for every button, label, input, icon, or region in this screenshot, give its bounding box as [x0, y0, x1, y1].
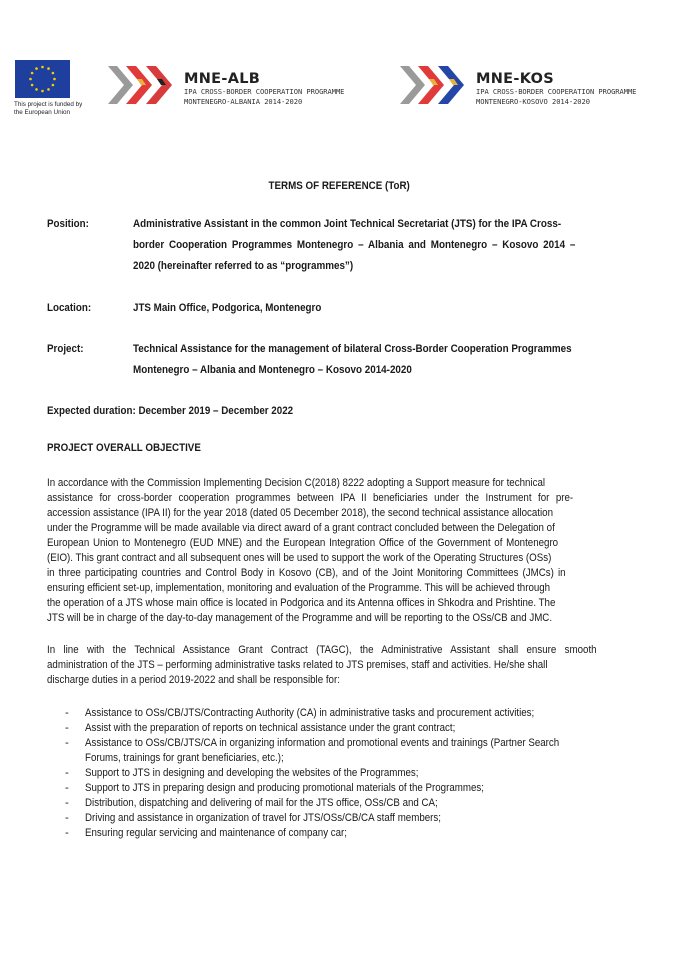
task-text: Forums, trainings for grant beneficiaries, etc.); [85, 752, 284, 764]
task-item [65, 826, 679, 841]
position-line: Administrative Assistant in the common Joint Technical Secretariat (JTS) for the IPA Cross- [133, 218, 562, 230]
task-text: Assistance to OSs/CB/JTS/Contracting Authority (CA) in administrative tasks and procurement activities; [85, 707, 535, 719]
task-item [65, 811, 679, 826]
paragraph-line: JTS will be in charge of the day-to-day management of the Programme and will be reporting to the OSs/CB and JMC. [47, 612, 553, 624]
mne-kos-subtitle2: MONTENEGRO-KOSOVO 2014-2020 [476, 97, 590, 106]
mne-kos-logo-text [476, 71, 636, 107]
tasks-list [65, 706, 679, 841]
paragraph-line: in three participating countries and Control Body in Kosovo (CB), and of the Joint Monitoring Committees (JMCs) in [47, 567, 566, 579]
paragraph-line: ensuring efficient set-up, implementation, monitoring and evaluation of the Programme. This will be achieved through [47, 582, 551, 594]
paragraph-line: administration of the JTS – performing administrative tasks related to JTS premises, staff and activities. He/she shall [47, 659, 548, 671]
task-text: Support to JTS in designing and developing the websites of the Programmes; [85, 767, 419, 779]
task-text: Distribution, dispatching and delivering of mail for the JTS office, OSs/CB and CA; [85, 797, 438, 809]
task-item [65, 736, 679, 766]
task-text: Assistance to OSs/CB/JTS/CA in organizing information and promotional events and trainings (Partner Search [85, 737, 560, 749]
mne-alb-subtitle2: MONTENEGRO-ALBANIA 2014-2020 [184, 97, 303, 106]
mne-kos-chevrons-icon [400, 62, 468, 108]
mne-alb-title: MNE-ALB [184, 71, 261, 87]
position-value [133, 214, 679, 277]
eu-caption-line1: This project is funded by [14, 101, 83, 108]
task-item [65, 796, 679, 811]
task-item [65, 706, 679, 721]
position-label: Position: [47, 218, 89, 230]
project-line: Technical Assistance for the management of bilateral Cross-Border Cooperation Programmes [133, 343, 572, 355]
task-text: Assist with the preparation of reports on technical assistance under the grant contract; [85, 722, 456, 734]
task-text: Driving and assistance in organization of travel for JTS/OSs/CB/CA staff members; [85, 812, 441, 824]
paragraph-line: assistance for cross-border cooperation programmes between IPA II beneficiaries under the Instrument for pre- [47, 492, 574, 504]
eu-funding-caption [14, 101, 94, 116]
project-value [133, 339, 679, 381]
paragraph-line: In accordance with the Commission Implementing Decision C(2018) 8222 adopting a Support measure for technical [47, 477, 546, 489]
paragraph-line: accession assistance (IPA II) for the year 2018 (dated 05 December 2018), the second technical assistance allocation [47, 507, 553, 519]
paragraph-line: under the Programme will be made available via direct award of a grant contract concluded between the Delegation of [47, 522, 555, 534]
document-title-text: TERMS OF REFERENCE (ToR) [268, 180, 411, 192]
paragraph-line: In line with the Technical Assistance Grant Contract (TAGC), the Administrative Assistant shall ensure smooth [47, 644, 597, 656]
document-title [0, 180, 679, 192]
bullet-dash: - [65, 782, 69, 794]
position-line: border Cooperation Programmes Montenegro – Albania and Montenegro – Kosovo 2014 – [133, 239, 576, 251]
bullet-dash: - [65, 707, 69, 719]
bullet-dash: - [65, 827, 69, 839]
mne-kos-subtitle1: IPA CROSS-BORDER COOPERATION PROGRAMME [476, 87, 637, 96]
bullet-dash: - [65, 797, 69, 809]
expected-duration: Expected duration: December 2019 – December 2022 [47, 405, 294, 417]
task-text: Ensuring regular servicing and maintenance of company car; [85, 827, 348, 839]
bullet-dash: - [65, 812, 69, 824]
bullet-dash: - [65, 767, 69, 779]
paragraph-line: (EIO). This grant contract and all subsequent ones will be used to support the work of the Operating Structures (OSs) [47, 552, 552, 564]
paragraph-line: discharge duties in a period 2019-2022 and shall be responsible for: [47, 674, 340, 686]
location-label: Location: [47, 302, 92, 314]
eu-caption-line2: the European Union [14, 108, 71, 116]
mne-kos-title: MNE-KOS [476, 71, 554, 87]
bullet-dash: - [65, 722, 69, 734]
task-text: Support to JTS in preparing design and producing promotional materials of the Programmes; [85, 782, 484, 794]
position-line: 2020 (hereinafter referred to as “programmes”) [133, 260, 354, 272]
mne-alb-logo-text [184, 71, 344, 107]
project-label: Project: [47, 343, 84, 355]
section-heading-objective: PROJECT OVERALL OBJECTIVE [47, 442, 201, 454]
task-item [65, 766, 679, 781]
project-line: Montenegro – Albania and Montenegro – Kosovo 2014-2020 [133, 364, 412, 376]
task-item [65, 781, 679, 796]
objective-paragraph [47, 476, 679, 626]
responsibilities-intro-paragraph [47, 643, 679, 688]
location-value: JTS Main Office, Podgorica, Montenegro [133, 302, 322, 314]
paragraph-line: European Union to Montenegro (EUD MNE) and the European Integration Office of the Government of Montenegro [47, 537, 559, 549]
eu-flag-icon [15, 60, 70, 98]
bullet-dash: - [65, 737, 69, 749]
mne-alb-subtitle1: IPA CROSS-BORDER COOPERATION PROGRAMME [184, 87, 345, 96]
paragraph-line: the operation of a JTS whose main office is located in Podgorica and its Antenna offices in Shkodra and Prishtine. The [47, 597, 556, 609]
task-item [65, 721, 679, 736]
mne-alb-chevrons-icon [108, 62, 176, 108]
